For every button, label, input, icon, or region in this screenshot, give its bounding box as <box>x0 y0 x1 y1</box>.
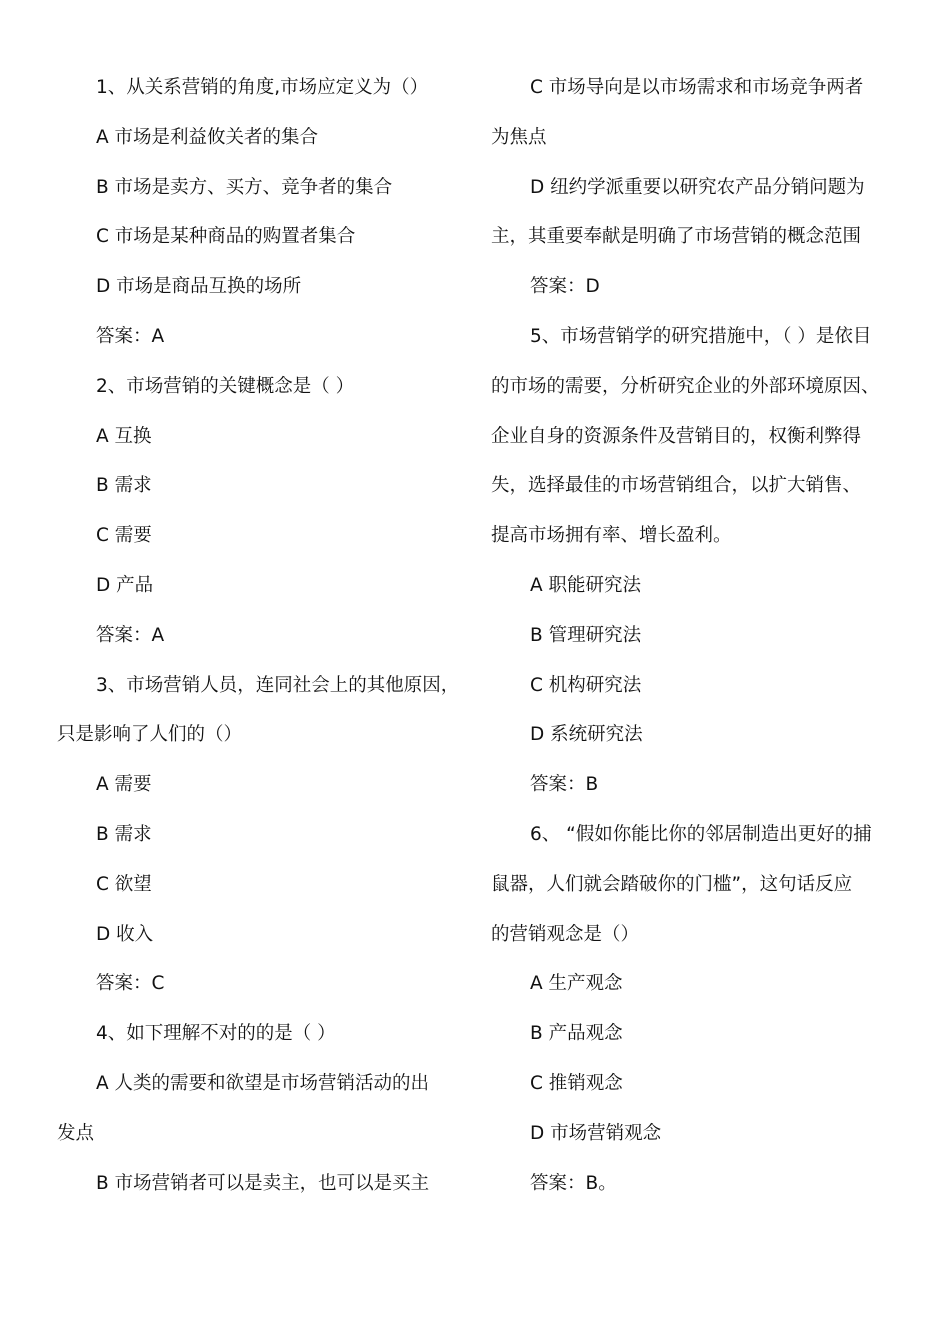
text-line: 答案：B <box>530 774 599 796</box>
text-line: C 市场导向是以市场需求和市场竞争两者 <box>530 77 864 98</box>
text-line: 答案：D <box>530 276 600 298</box>
text-line: 答案：A <box>96 325 165 347</box>
text-line: C 推销观念 <box>530 1072 623 1094</box>
text-line: D 纽约学派重要以研究农产品分销问题为 <box>530 176 865 198</box>
text-line: 2、市场营销的关键概念是（ ） <box>96 375 355 397</box>
text-line: C 需要 <box>96 525 152 547</box>
text-line: D 系统研究法 <box>530 724 643 746</box>
text-line: 6、 “假如你能比你的邻居制造出更好的捕 <box>530 823 872 845</box>
text-line: 答案：C <box>96 973 165 995</box>
text-line: D 收入 <box>96 923 154 945</box>
text-line: B 市场是卖方、买方、竞争者的集合 <box>96 176 393 198</box>
text-line: 主，其重要奉献是明确了市场营销的概念范围 <box>491 226 862 248</box>
text-line: D 市场营销观念 <box>530 1122 662 1144</box>
text-line: A 需要 <box>96 774 152 796</box>
text-line: 企业自身的资源条件及营销目的，权衡利弊得 <box>491 425 862 447</box>
text-line: A 市场是利益攸关者的集合 <box>96 126 319 148</box>
left-column <box>57 63 465 1208</box>
text-line: B 市场营销者可以是卖主，也可以是买主 <box>96 1172 430 1194</box>
text-line: 发点 <box>57 1122 95 1144</box>
text-line: 4、如下理解不对的的是（ ） <box>96 1023 336 1045</box>
text-line: B 需求 <box>96 475 152 497</box>
text-line: 5、市场营销学的研究措施中，（ ）是依目 <box>530 325 872 347</box>
text-line: 的市场的需要，分析研究企业的外部环境原因、 <box>491 375 880 397</box>
text-line: B 管理研究法 <box>530 624 642 646</box>
text-line: 3、市场营销人员，连同社会上的其他原因， <box>96 674 460 696</box>
text-line: A 人类的需要和欲望是市场营销活动的出 <box>96 1072 430 1094</box>
text-line: C 市场是某种商品的购置者集合 <box>96 226 356 248</box>
text-line: 答案：A <box>96 624 165 646</box>
text-line: 1、从关系营销的角度,市场应定义为（） <box>96 77 429 98</box>
text-line: 只是影响了人们的（） <box>57 724 243 746</box>
text-line: A 职能研究法 <box>530 574 642 596</box>
text-line: 鼠器，人们就会踏破你的门槛”，这句话反应 <box>491 873 853 895</box>
text-line: 为焦点 <box>491 126 547 148</box>
text-line: B 产品观念 <box>530 1023 623 1045</box>
text-line: A 互换 <box>96 425 152 447</box>
text-line: C 欲望 <box>96 873 152 895</box>
text-line: 失，选择最佳的市场营销组合，以扩大销售、 <box>491 475 862 497</box>
text-line: A 生产观念 <box>530 973 623 995</box>
text-line: 提高市场拥有率、增长盈利。 <box>491 525 732 547</box>
text-line: B 需求 <box>96 823 152 845</box>
text-line: D 产品 <box>96 574 154 596</box>
right-column <box>491 63 899 1208</box>
text-line: 的营销观念是（） <box>491 923 640 945</box>
text-line: C 机构研究法 <box>530 674 642 696</box>
text-line: 答案：B。 <box>530 1172 617 1194</box>
text-line: D 市场是商品互换的场所 <box>96 276 302 298</box>
